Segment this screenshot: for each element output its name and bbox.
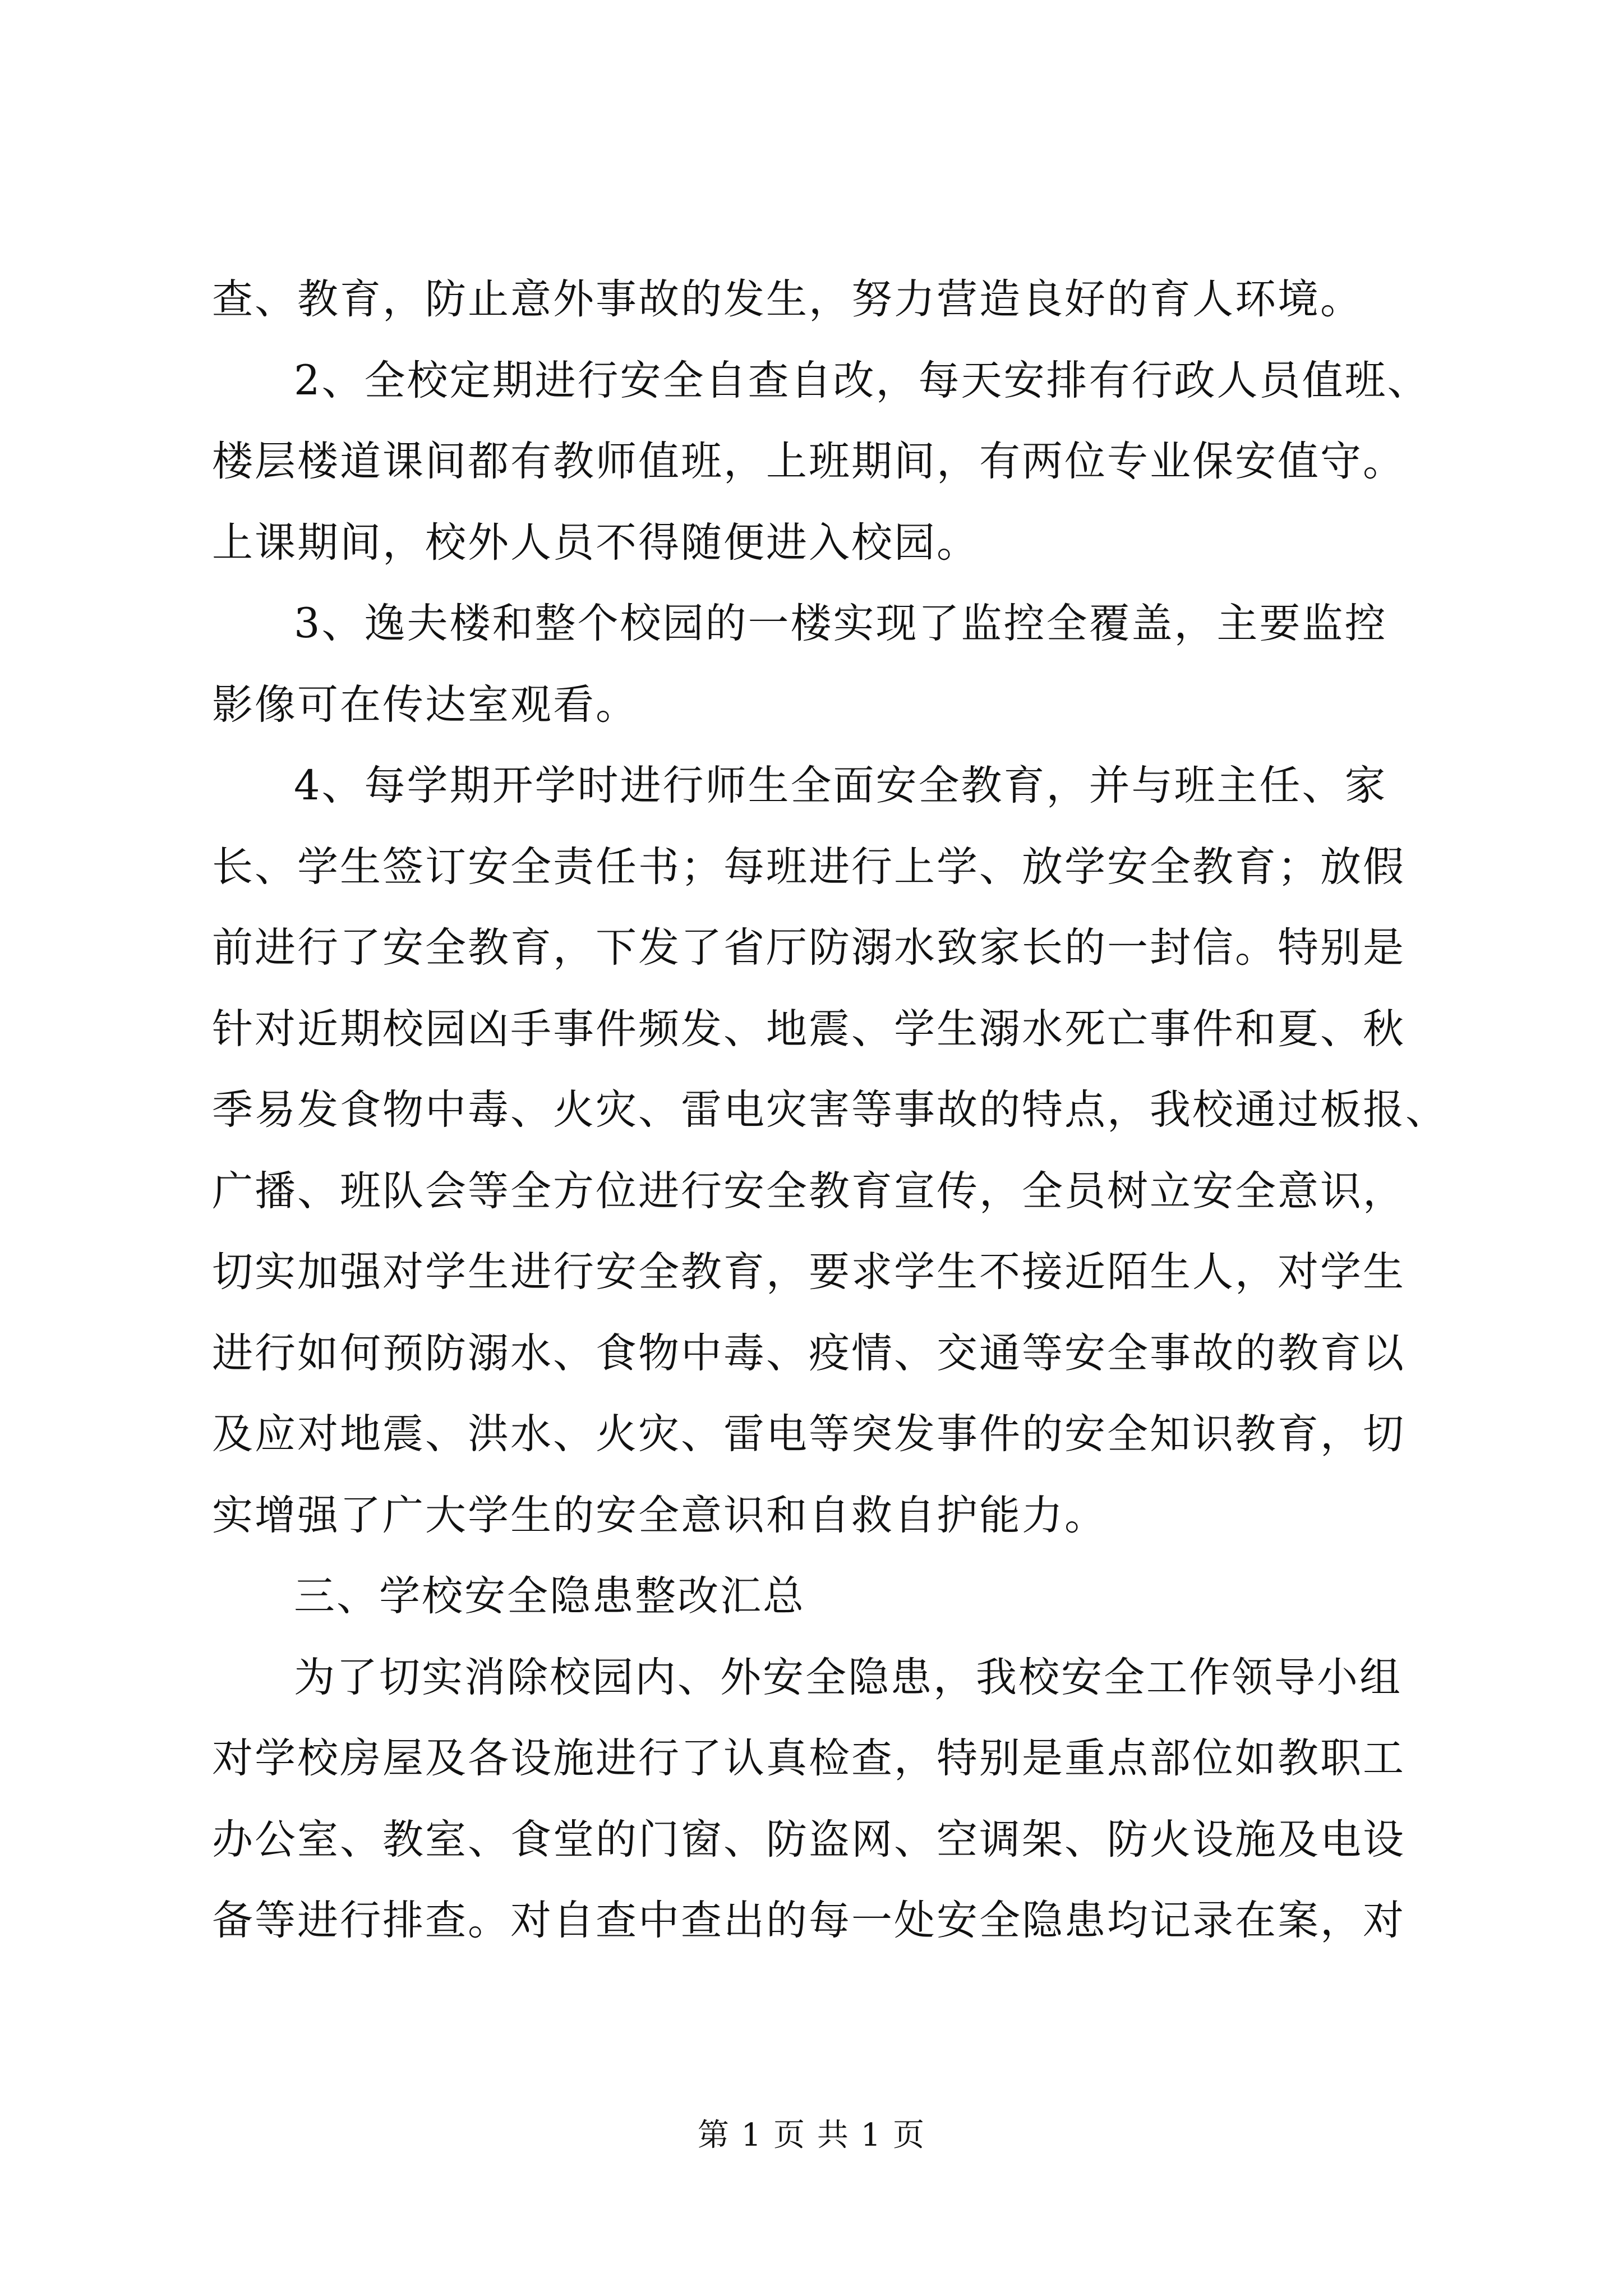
- document-body: [212, 259, 1448, 1962]
- text-line: 实增强了广大学生的安全意识和自救自护能力。: [212, 1491, 1107, 1539]
- text-line: 办公室、教室、食堂的门窗、防盗网、空调架、防火设施及电设: [212, 1815, 1405, 1864]
- text-line: 及应对地震、洪水、火灾、雷电等突发事件的安全知识教育，切: [212, 1410, 1405, 1458]
- text-line: 备等进行排查。对自查中查出的每一处安全隐患均记录在案，对: [212, 1897, 1405, 1944]
- text-line: 切实加强对学生进行安全教育，要求学生不接近陌生人，对学生: [212, 1248, 1405, 1296]
- text-line: 针对近期校园凶手事件频发、地震、学生溺水死亡事件和夏、秋: [212, 1005, 1405, 1053]
- text-line: 影像可在传达室观看。: [212, 680, 638, 729]
- text-line: 季易发食物中毒、火灾、雷电灾害等事故的特点，我校通过板报、: [212, 1086, 1448, 1134]
- text-line: 3、逸夫楼和整个校园的一楼实现了监控全覆盖，主要监控: [294, 600, 1387, 647]
- text-line: 4、每学期开学时进行师生全面安全教育，并与班主任、家: [294, 762, 1387, 809]
- text-line: 进行如何预防溺水、食物中毒、疫情、交通等安全事故的教育以: [212, 1329, 1405, 1377]
- text-line: 查、教育，防止意外事故的发生，努力营造良好的育人环境。: [212, 275, 1363, 323]
- text-line: 三、学校安全隐患整改汇总: [294, 1572, 805, 1620]
- page-footer: 第 1 页 共 1 页: [697, 2117, 926, 2154]
- text-line: 对学校房屋及各设施进行了认真检查，特别是重点部位如教职工: [212, 1734, 1405, 1782]
- text-line: 前进行了安全教育，下发了省厅防溺水致家长的一封信。特别是: [212, 924, 1405, 972]
- text-line: 广播、班队会等全方位进行安全教育宣传，全员树立安全意识，: [212, 1167, 1405, 1215]
- text-line: 上课期间，校外人员不得随便进入校园。: [212, 518, 979, 567]
- text-line: 2、全校定期进行安全自查自改，每天安排有行政人员值班、: [294, 356, 1430, 404]
- text-line: 楼层楼道课间都有教师值班，上班期间，有两位专业保安值守。: [212, 438, 1405, 485]
- text-line: 为了切实消除校园内、外安全隐患，我校安全工作领导小组: [294, 1653, 1402, 1701]
- text-line: 长、学生签订安全责任书；每班进行上学、放学安全教育；放假: [212, 843, 1405, 891]
